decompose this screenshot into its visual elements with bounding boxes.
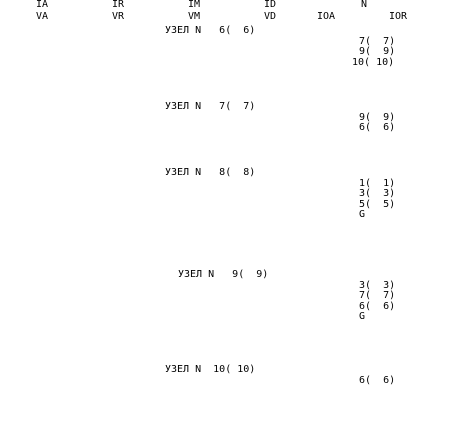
col-header-ioa: IOA	[316, 11, 336, 22]
node-title-text: УЗЕЛ N 6( 6)	[165, 25, 256, 36]
col-header-vm: VM	[187, 11, 201, 22]
col-header-im: IM	[187, 0, 201, 10]
cell-n: 3( 3)	[359, 188, 396, 200]
col-header-vd: VD	[263, 11, 277, 22]
node-title-text: УЗЕЛ N 7( 7)	[165, 101, 256, 112]
header-row-2	[0, 11, 408, 23]
col-header-n: N	[360, 0, 368, 10]
cell-n: G	[359, 209, 366, 221]
col-header-id: ID	[263, 0, 277, 10]
cell-n: G	[359, 311, 366, 323]
col-header-ir: IR	[111, 0, 125, 10]
cell-n: 1( 1)	[359, 177, 396, 189]
cell-n: 9( 9)	[359, 111, 396, 123]
col-header-ia: IA	[35, 0, 49, 10]
cell-n: 10( 10)	[352, 56, 395, 68]
col-header-ior: IOR	[388, 11, 408, 22]
cell-n: 7( 7)	[359, 290, 396, 302]
node-title-text: УЗЕЛ N 10( 10)	[165, 364, 256, 375]
cell-n: 9( 9)	[359, 46, 396, 58]
cell-n: 3( 3)	[359, 279, 396, 291]
cell-n: 6( 6)	[359, 300, 396, 312]
node-title-text: УЗЕЛ N 9( 9)	[178, 269, 269, 280]
cell-n: 7( 7)	[359, 35, 396, 47]
cell-n: 6( 6)	[359, 122, 396, 134]
col-header-vr: VR	[111, 11, 125, 22]
cell-n: 5( 5)	[359, 198, 396, 210]
col-header-va: VA	[35, 11, 49, 22]
cell-n: 6( 6)	[359, 374, 396, 386]
header-row-1	[0, 0, 368, 11]
node-title-text: УЗЕЛ N 8( 8)	[165, 167, 256, 178]
